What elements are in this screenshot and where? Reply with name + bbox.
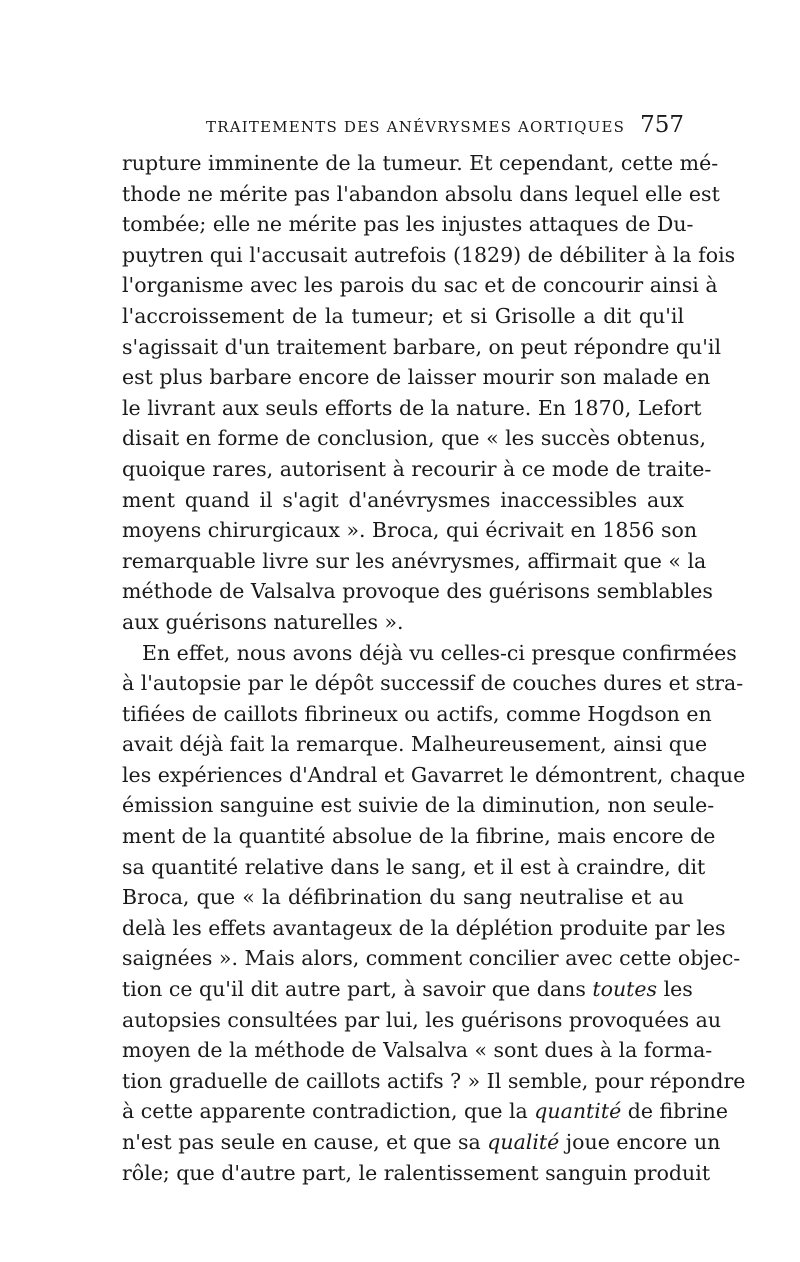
text-line: émission sanguine est suivie de la diminution, non seule- (122, 793, 715, 818)
text-line-with-italic (122, 1127, 721, 1158)
text-line: saignées ». Mais alors, comment concilier avec cette objec- (122, 946, 741, 971)
italic-word: qualité (487, 1130, 560, 1154)
text-line: tion graduelle de caillots actifs ? » Il semble, pour répondre (122, 1068, 746, 1093)
text-line: moyens chirurgicaux ». Broca, qui écrivait en 1856 son (122, 518, 698, 543)
text-line: sa quantité relative dans le sang, et il est à craindre, dit (122, 854, 706, 879)
text-line: tombée; elle ne mérite pas les injustes attaques de Du- (122, 212, 694, 237)
text-line: disait en forme de conclusion, que « les succès obtenus, (122, 426, 706, 451)
text-line: avait déjà fait la remarque. Malheureusement, ainsi que (122, 732, 708, 757)
text-line: les expériences d'Andral et Gavarret le démontrent, chaque (122, 762, 746, 787)
text-segment: n'est pas seule en cause, et que sa (122, 1130, 488, 1154)
text-segment: joue encore un (559, 1130, 721, 1154)
text-line: rôle; que d'autre part, le ralentissement sanguin produit (122, 1160, 711, 1185)
text-line: moyen de la méthode de Valsalva « sont dues à la forma- (122, 1038, 713, 1063)
text-line: puytren qui l'accusait autrefois (1829) de débiliter à la fois (122, 242, 736, 267)
text-segment: les (657, 977, 693, 1002)
text-line: delà les effets avantageux de la déplétion produite par les (122, 915, 726, 940)
text-line: thode ne mérite pas l'abandon absolu dans lequel elle est (122, 181, 720, 206)
text-segment: à cette apparente contradiction, que la (122, 1099, 535, 1124)
text-line: rupture imminente de la tumeur. Et cependant, cette mé- (122, 151, 719, 175)
text-line: tifiées de caillots fibrineux ou actifs, comme Hogdson en (122, 701, 712, 726)
text-line: autopsies consultées par lui, les guérisons provoquées au (122, 1007, 722, 1032)
text-line: le livrant aux seuls efforts de la nature. En 1870, Lefort (122, 395, 702, 420)
running-head (122, 112, 684, 146)
text-segment: de fibrine (621, 1099, 728, 1124)
text-line: est plus barbare encore de laisser mourir son malade en (122, 365, 711, 390)
text-line: aux guérisons naturelles ». (122, 609, 404, 634)
italic-word: quantité (534, 1099, 622, 1124)
text-line: remarquable livre sur les anévrysmes, affirmait que « la (122, 548, 707, 573)
running-title: TRAITEMENTS DES ANÉVRYSMES AORTIQUES (206, 118, 626, 136)
text-line: l'organisme avec les parois du sac et de concourir ainsi à (122, 273, 718, 298)
text-line: à l'autopsie par le dépôt successif de couches dures et stra- (122, 671, 744, 696)
paragraph-2 (122, 638, 746, 1189)
text-line: l'accroissement de la tumeur; et si Grisolle a dit qu'il (122, 303, 684, 328)
paragraph-1 (122, 148, 736, 638)
text-line: méthode de Valsalva provoque des guérisons semblables (122, 579, 713, 604)
text-line: ment de la quantité absolue de la fibrine, mais encore de (122, 824, 716, 849)
text-segment: tion ce qu'il dit autre part, à savoir que dans (122, 977, 593, 1002)
text-line: Broca, que « la défibrination du sang neutralise et au (122, 885, 684, 910)
italic-word: toutes (592, 977, 658, 1002)
body-text (122, 148, 746, 1188)
text-line: s'agissait d'un traitement barbare, on peut répondre qu'il (122, 334, 721, 359)
text-line-with-italic (122, 974, 693, 1005)
text-line: ment quand il s'agit d'anévrysmes inaccessibles aux (122, 487, 684, 512)
text-line: quoique rares, autorisent à recourir à ce mode de traite- (122, 456, 712, 481)
text-line: En effet, nous avons déjà vu celles-ci presque confirmées (142, 640, 737, 665)
text-line-with-italic (122, 1096, 728, 1127)
page-number: 757 (640, 112, 684, 138)
